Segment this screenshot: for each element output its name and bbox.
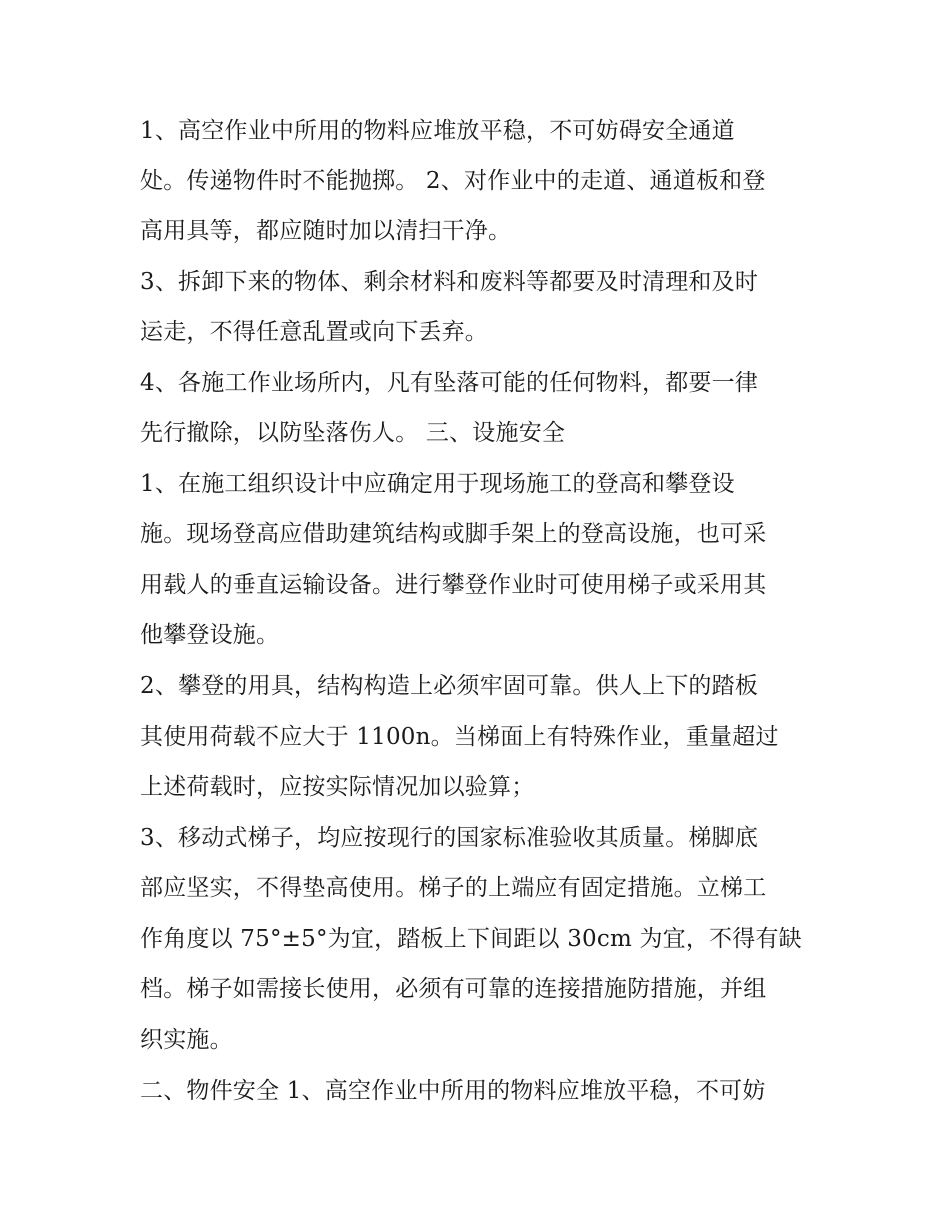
- text-line: 他攀登设施。: [140, 622, 280, 648]
- text-line: 档。梯子如需接长使用，必须有可靠的连接措施防措施，并组: [140, 976, 767, 1002]
- text-line: 3、移动式梯子，均应按现行的国家标准验收其质量。梯脚底: [140, 825, 759, 851]
- text-line: 作角度以 75°±5°为宜，踏板上下间距以 30cm 为宜，不得有缺: [140, 926, 802, 952]
- text-line: 4、各施工作业场所内，凡有坠落可能的任何物料，都要一律: [140, 370, 759, 396]
- text-line: 运走，不得任意乱置或向下丢弃。: [140, 319, 488, 345]
- text-line: 二、物件安全 1、高空作业中所用的物料应堆放平稳，不可妨: [140, 1078, 766, 1104]
- text-line: 用载人的垂直运输设备。进行攀登作业时可使用梯子或采用其: [140, 572, 767, 598]
- text-line: 1、在施工组织设计中应确定用于现场施工的登高和攀登设: [140, 471, 735, 497]
- text-line: 其使用荷载不应大于 1100n。当梯面上有特殊作业，重量超过: [140, 724, 779, 750]
- text-line: 1、高空作业中所用的物料应堆放平稳，不可妨碍安全通道: [140, 118, 735, 144]
- text-line: 织实施。: [140, 1027, 233, 1053]
- text-line: 2、攀登的用具，结构构造上必须牢固可靠。供人上下的踏板: [140, 673, 759, 699]
- text-line: 部应坚实，不得垫高使用。梯子的上端应有固定措施。立梯工: [140, 875, 767, 901]
- text-line: 上述荷载时，应按实际情况加以验算；: [140, 774, 535, 800]
- text-line: 处。传递物件时不能抛掷。 2、对作业中的走道、通道板和登: [140, 168, 766, 194]
- text-line: 3、拆卸下来的物体、剩余材料和废料等都要及时清理和及时: [140, 269, 759, 295]
- text-line: 先行撤除，以防坠落伤人。 三、设施安全: [140, 420, 566, 446]
- text-line: 高用具等，都应随时加以清扫干净。: [140, 218, 512, 244]
- text-line: 施。现场登高应借助建筑结构或脚手架上的登高设施，也可采: [140, 521, 767, 547]
